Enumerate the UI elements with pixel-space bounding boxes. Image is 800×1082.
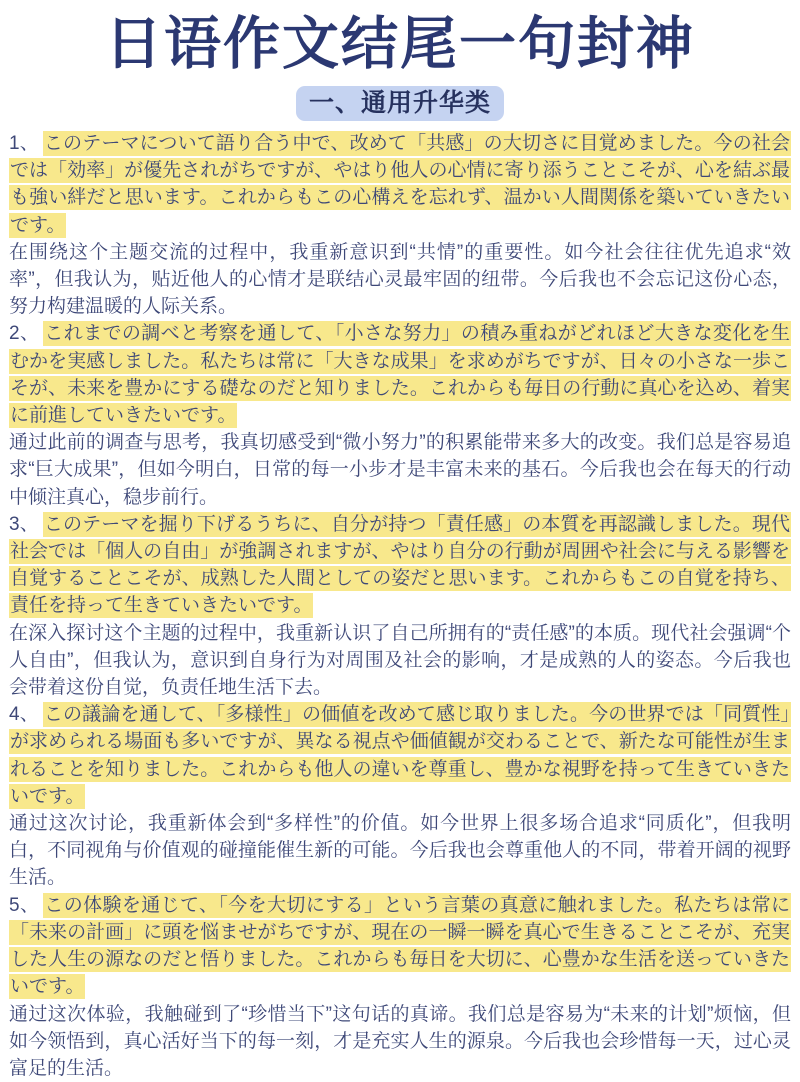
item-4-number: 4、 bbox=[9, 704, 43, 725]
list-item-3-japanese bbox=[9, 511, 791, 620]
note-page bbox=[0, 6, 800, 1065]
item-4-japanese-highlight: この議論を通して、「多様性」の価値を改めて感じ取りました。今の世界では「同質性」が求められる場面も多いですが、異なる視点や価値観が交わることで、新たな可能性が生まれることを知りました。これからも他人の違いを尊重し、豊かな視野を持って生きていきたいです。 bbox=[9, 702, 791, 809]
item-5-number: 5、 bbox=[9, 895, 43, 916]
item-5-japanese-highlight: この体験を通じて、「今を大切にする」という言葉の真意に触れました。私たちは常に「未来の計画」に頭を悩ませがちですが、現在の一瞬一瞬を真心で生きることこそが、充実した人生の源なのだと悟りました。これからも毎日を大切に、心豊かな生活を送っていきたいです。 bbox=[9, 893, 791, 1000]
content-body bbox=[0, 130, 800, 1082]
section-header-row bbox=[0, 86, 800, 121]
section-header-badge: 一、通用升华类 bbox=[296, 86, 504, 121]
item-1-number: 1、 bbox=[9, 133, 43, 154]
item-2-number: 2、 bbox=[9, 323, 43, 344]
list-item-1-japanese bbox=[9, 130, 791, 239]
list-item-4-japanese bbox=[9, 701, 791, 810]
item-1-chinese-translation: 在围绕这个主题交流的过程中，我重新意识到“共情”的重要性。如今社会往往优先追求“效率”，但我认为，贴近他人的心情才是联结心灵最牢固的纽带。今后我也不会忘记这份心态，努力构建温暖的人际关系。 bbox=[9, 239, 791, 321]
item-3-number: 3、 bbox=[9, 514, 43, 535]
list-item-5-japanese bbox=[9, 892, 791, 1001]
list-item-2-japanese bbox=[9, 320, 791, 429]
page-title: 日语作文结尾一句封神 bbox=[0, 6, 800, 82]
item-2-japanese-highlight: これまでの調べと考察を通して、「小さな努力」の積み重ねがどれほど大きな変化を生むかを実感しました。私たちは常に「大きな成果」を求めがちですが、日々の小さな一歩こそが、未来を豊かにする礎なのだと知りました。これからも毎日の行動に真心を込め、着実に前進していきたいです。 bbox=[9, 321, 791, 428]
item-3-chinese-translation: 在深入探讨这个主题的过程中，我重新认识了自己所拥有的“责任感”的本质。现代社会强调“个人自由”，但我认为，意识到自身行为对周围及社会的影响，才是成熟的人的姿态。今后我也会带着这份自觉，负责任地生活下去。 bbox=[9, 620, 791, 702]
item-5-chinese-translation: 通过这次体验，我触碰到了“珍惜当下”这句话的真谛。我们总是容易为“未来的计划”烦恼，但如今领悟到，真心活好当下的每一刻，才是充实人生的源泉。今后我也会珍惜每一天，过心灵富足的生活。 bbox=[9, 1001, 791, 1082]
item-2-chinese-translation: 通过此前的调查与思考，我真切感受到“微小努力”的积累能带来多大的改变。我们总是容易追求“巨大成果”，但如今明白，日常的每一小步才是丰富未来的基石。今后我也会在每天的行动中倾注真心，稳步前行。 bbox=[9, 429, 791, 511]
item-3-japanese-highlight: このテーマを掘り下げるうちに、自分が持つ「責任感」の本質を再認識しました。現代社会では「個人の自由」が強調されますが、やはり自分の行動が周囲や社会に与える影響を自覚することこそが、成熟した人間としての姿だと思います。これからもこの自覚を持ち、責任を持って生きていきたいです。 bbox=[9, 512, 791, 619]
item-1-japanese-highlight: このテーマについて語り合う中で、改めて「共感」の大切さに目覚めました。今の社会では「効率」が優先されがちですが、やはり他人の心情に寄り添うことこそが、心を結ぶ最も強い絆だと思います。これからもこの心構えを忘れず、温かい人間関係を築いていきたいです。 bbox=[9, 131, 791, 238]
item-4-chinese-translation: 通过这次讨论，我重新体会到“多样性”的价值。如今世界上很多场合追求“同质化”，但我明白，不同视角与价值观的碰撞能催生新的可能。今后我也会尊重他人的不同，带着开阔的视野生活。 bbox=[9, 810, 791, 892]
